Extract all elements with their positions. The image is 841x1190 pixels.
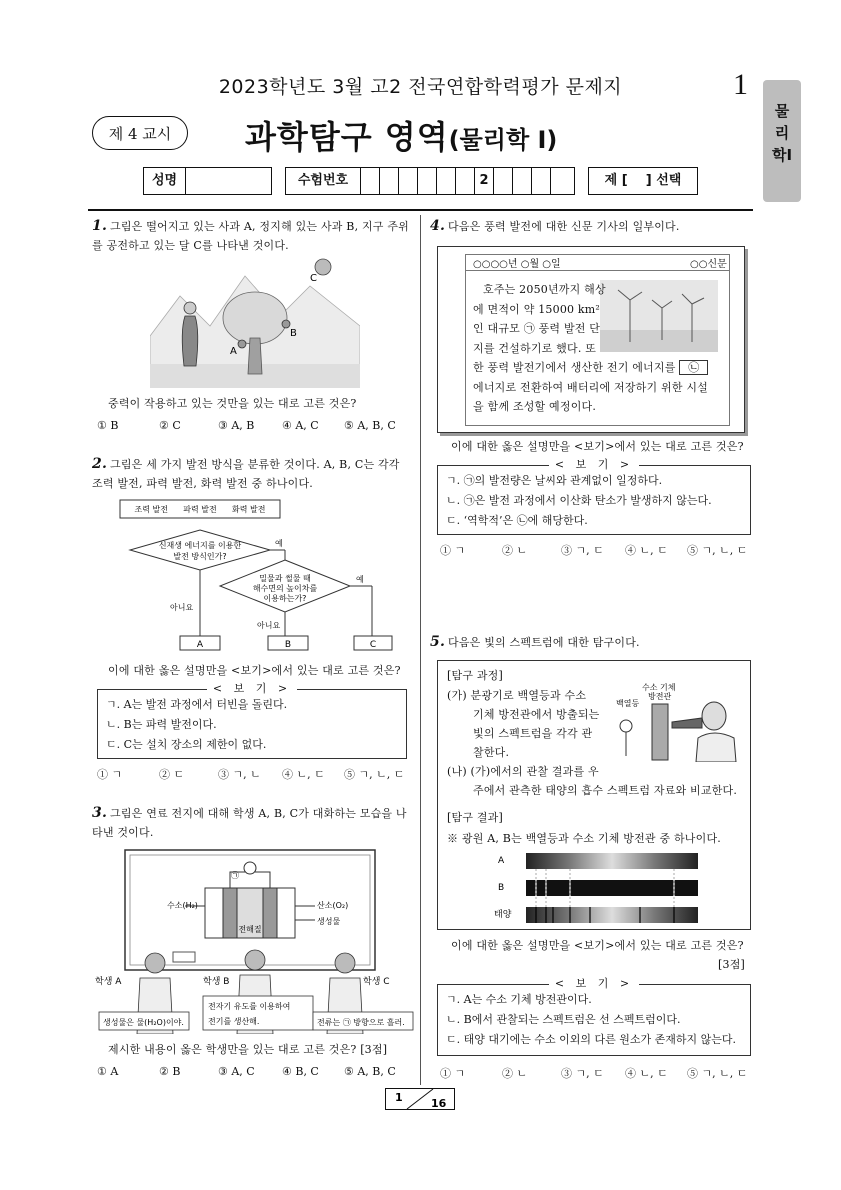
q3-choice-3[interactable]: ③ A, C xyxy=(218,1065,255,1078)
q2-bogi xyxy=(97,682,407,759)
q3-text: 그림은 연료 전지에 대해 학생 A, B, C가 대화하는 모습을 나타낸 것이다. xyxy=(92,807,407,839)
q4-stem xyxy=(430,217,750,236)
q4-news-date: ○○○○년 ○월 ○일 xyxy=(473,259,561,270)
q5-choice-1[interactable]: ① ㄱ xyxy=(440,1067,466,1080)
q2-number: 2. xyxy=(92,456,108,472)
flow-top-box: 조력 발전 파력 발전 화력 발전 xyxy=(134,505,266,514)
spectrum-label-b: B xyxy=(498,883,505,893)
q4-news-line: 한 풍력 발전기에서 생산한 전기 에너지를 xyxy=(473,361,676,374)
name-field[interactable] xyxy=(186,168,271,194)
q5-stem xyxy=(430,633,750,652)
q5-bogi-title: < 보 기 > xyxy=(549,978,639,990)
q4-news-body xyxy=(473,280,723,417)
exam-number-cell[interactable] xyxy=(437,168,456,194)
flow-q2-line2: 해수면의 높이차를 xyxy=(252,584,318,593)
q5-choice-3[interactable]: ③ ㄱ, ㄷ xyxy=(561,1067,604,1080)
q3-choice-2[interactable]: ② B xyxy=(159,1065,181,1078)
exam-number-cell[interactable] xyxy=(418,168,437,194)
q2-choices xyxy=(97,766,417,782)
q4-news-rule xyxy=(465,270,730,271)
flow-q2-line1: 밀물과 썰물 때 xyxy=(259,574,311,583)
q4-bogi-title: < 보 기 > xyxy=(549,459,639,471)
exam-number-cell[interactable] xyxy=(551,168,574,194)
subject-main: 과학탐구 영역 xyxy=(245,118,449,156)
flow-yes2: 예 xyxy=(356,575,364,584)
q1-choice-1[interactable]: ① B xyxy=(97,419,119,432)
q3-student-a: 학생 A xyxy=(95,977,122,987)
q5-ga-line: 찰한다. xyxy=(473,746,510,759)
q2-choice-5[interactable]: ⑤ ㄱ, ㄴ, ㄷ xyxy=(344,768,405,781)
q5-ga xyxy=(447,686,607,762)
q2-bogi-item: ㄱ. A는 발전 과정에서 터빈을 돌린다. xyxy=(106,698,288,711)
exam-number-cell[interactable] xyxy=(361,168,380,194)
flow-out-b: B xyxy=(284,640,292,650)
q5-ga-line: (가) 분광기로 백열등과 수소 xyxy=(447,689,587,702)
exam-number-cell[interactable] xyxy=(456,168,475,194)
q1-choices xyxy=(97,419,417,432)
q1-figure xyxy=(150,256,360,388)
flow-out-c: C xyxy=(369,640,377,650)
q1-label-c: C xyxy=(310,273,317,284)
exam-number-label: 수험번호 xyxy=(286,168,361,194)
q5-bogi-item: ㄴ. B에서 관찰되는 스펙트럼은 선 스펙트럼이다. xyxy=(446,1013,681,1026)
flow-q1-line2: 발전 방식인가? xyxy=(173,552,227,561)
q4-bogi-item: ㄱ. ㉠의 발전량은 날씨와 관계없이 일정하다. xyxy=(446,474,663,487)
flow-out-a: A xyxy=(196,640,204,650)
q3-speech-b-1: 전자기 유도를 이용하여 xyxy=(208,1002,291,1011)
exam-number-cell[interactable] xyxy=(532,168,551,194)
q5-bogi xyxy=(437,977,751,1056)
flow-q2-line3: 이용하는가? xyxy=(263,594,307,603)
exam-number-cell[interactable] xyxy=(399,168,418,194)
q5-ga-line: 기체 방전관에서 방출되는 xyxy=(473,708,600,721)
q4-blank-b: ㉡ xyxy=(679,360,708,375)
q5-tube-label-2: 방전관 xyxy=(648,692,672,701)
q4-choice-1[interactable]: ① ㄱ xyxy=(440,544,466,557)
exam-number-cell[interactable] xyxy=(513,168,532,194)
board-oxygen: 산소(O₂) xyxy=(317,901,349,910)
q3-speech-a: 생성물은 물(H₂O)이야. xyxy=(103,1018,184,1027)
q4-number: 4. xyxy=(430,218,446,234)
q4-prompt: 이에 대한 옳은 설명만을 <보기>에서 있는 대로 고른 것은? xyxy=(451,440,744,453)
selection-box[interactable]: 제 [ ] 선택 xyxy=(588,167,698,195)
page-footer xyxy=(385,1088,455,1110)
q5-bogi-item: ㄷ. 태양 대기에는 수소 이외의 다른 원소가 존재하지 않는다. xyxy=(446,1033,736,1046)
q4-choice-3[interactable]: ③ ㄱ, ㄷ xyxy=(561,544,604,557)
q4-choice-2[interactable]: ② ㄴ xyxy=(502,544,528,557)
q3-speech-c: 전류는 ㉠ 방향으로 흘러. xyxy=(317,1018,405,1027)
page-number: 1 xyxy=(733,68,748,101)
subject-sub: (물리학 Ⅰ) xyxy=(448,126,558,154)
q4-news-line: 에너지로 전환하여 배터리에 저장하기 위한 시설 xyxy=(473,380,709,394)
q5-note: ※ 광원 A, B는 백열등과 수소 기체 방전관 중 하나이다. xyxy=(447,832,721,845)
q5-spectra xyxy=(490,850,700,926)
q5-choice-4[interactable]: ④ ㄴ, ㄷ xyxy=(625,1067,668,1080)
q4-news-line: 인 대규모 ㉠ 풍력 발전 단 xyxy=(473,322,601,335)
q1-choice-3[interactable]: ③ A, B xyxy=(218,419,255,432)
q5-ga-line: 빛의 스펙트럼을 각각 관 xyxy=(473,727,593,740)
q5-prompt: 이에 대한 옳은 설명만을 <보기>에서 있는 대로 고른 것은? xyxy=(451,939,744,952)
q4-news-line: 에 면적이 약 15000 km² xyxy=(473,302,601,316)
q4-choice-5[interactable]: ⑤ ㄱ, ㄴ, ㄷ xyxy=(687,544,748,557)
q1-prompt: 중력이 작용하고 있는 것만을 있는 대로 고른 것은? xyxy=(108,397,357,410)
q3-choices xyxy=(97,1065,417,1078)
side-tab-label: 물리학Ⅰ xyxy=(771,102,793,164)
q4-choice-4[interactable]: ④ ㄴ, ㄷ xyxy=(625,544,668,557)
name-label: 성명 xyxy=(144,168,186,194)
q1-choice-5[interactable]: ⑤ A, B, C xyxy=(344,419,396,432)
q2-text: 그림은 세 가지 발전 방식을 분류한 것이다. A, B, C는 각각 조력 발전, 파력 발전, 화력 발전 중 하나이다. xyxy=(92,458,400,490)
q4-bogi xyxy=(437,458,751,535)
q5-choice-2[interactable]: ② ㄴ xyxy=(502,1067,528,1080)
board-electrolyte: 전해질 xyxy=(238,925,262,934)
flow-yes1: 예 xyxy=(275,539,283,548)
q4-news-line: 지를 건설하기로 했다. 또 xyxy=(473,341,597,355)
q5-result-title: [탐구 결과] xyxy=(447,811,503,824)
q5-na xyxy=(447,762,747,800)
q3-student-c: 학생 C xyxy=(363,977,390,987)
q1-choice-2[interactable]: ② C xyxy=(159,419,181,432)
footer-page: 1 xyxy=(395,1091,403,1104)
q3-choice-5[interactable]: ⑤ A, B, C xyxy=(344,1065,396,1078)
q5-lamp-label: 백열등 xyxy=(616,699,640,708)
q1-stem xyxy=(92,217,410,255)
q5-na-line: 주에서 관측한 태양의 흡수 스펙트럼 자료와 비교한다. xyxy=(473,784,738,797)
q5-number: 5. xyxy=(430,634,446,650)
q5-figure xyxy=(612,682,742,762)
q1-number: 1. xyxy=(92,218,108,234)
q1-label-a: A xyxy=(230,346,237,357)
q2-flowchart xyxy=(110,498,410,654)
q3-figure xyxy=(95,848,415,1034)
q4-news-line: 을 함께 조성할 예정이다. xyxy=(473,400,597,413)
exam-title: 2023학년도 3월 고2 전국연합학력평가 문제지 xyxy=(218,76,623,98)
exam-number-cell[interactable] xyxy=(494,168,513,194)
flow-no2: 아니요 xyxy=(257,621,281,630)
q5-tube-label-1: 수소 기체 xyxy=(642,683,676,692)
board-product: 생성물 xyxy=(317,917,341,926)
q2-bogi-item: ㄷ. C는 설치 장소의 제한이 없다. xyxy=(106,738,267,751)
q5-process-title: [탐구 과정] xyxy=(447,669,503,682)
q5-choices xyxy=(440,1065,750,1081)
exam-number-cell[interactable] xyxy=(380,168,399,194)
exam-number-box xyxy=(285,167,575,195)
spectrum-label-a: A xyxy=(498,856,505,866)
spectrum-label-sun: 태양 xyxy=(494,910,512,920)
q3-speech-b-2: 전기를 생산해. xyxy=(208,1017,260,1026)
q5-na-line: (나) (가)에서의 관찰 결과를 우 xyxy=(447,765,599,778)
header-rule xyxy=(88,209,753,211)
flow-no1: 아니요 xyxy=(170,603,194,612)
flow-q1-line1: 신재생 에너지를 이용한 xyxy=(158,541,242,550)
apple-a xyxy=(238,340,246,348)
q3-prompt: 제시한 내용이 옳은 학생만을 있는 대로 고른 것은? [3점] xyxy=(108,1043,388,1056)
q4-choices xyxy=(440,542,750,558)
q2-choice-3[interactable]: ③ ㄱ, ㄴ xyxy=(218,768,261,781)
q3-choice-1[interactable]: ① A xyxy=(97,1065,119,1078)
q5-points: [3점] xyxy=(718,958,746,971)
board-current-mark: ㉠ xyxy=(231,871,239,880)
q2-choice-4[interactable]: ④ ㄴ, ㄷ xyxy=(282,768,325,781)
q3-stem xyxy=(92,804,410,842)
q4-news-paper: ○○신문 xyxy=(690,259,727,270)
q4-news-line: 호주는 2050년까지 해상 xyxy=(483,283,606,296)
q5-text: 다음은 빛의 스펙트럼에 대한 탐구이다. xyxy=(448,636,640,649)
q5-bogi-item: ㄱ. A는 수소 기체 방전관이다. xyxy=(446,993,592,1006)
q4-bogi-item: ㄷ. ‘역학적’은 ㉡에 해당한다. xyxy=(446,514,588,527)
q2-choice-1[interactable]: ① ㄱ xyxy=(97,768,123,781)
apple-b xyxy=(282,320,290,328)
q4-bogi-item: ㄴ. ㉠은 발전 과정에서 이산화 탄소가 발생하지 않는다. xyxy=(446,494,712,507)
subject-title xyxy=(245,112,557,158)
exam-number-digit: 2 xyxy=(475,168,494,194)
q3-choice-4[interactable]: ④ B, C xyxy=(282,1065,319,1078)
q3-number: 3. xyxy=(92,805,108,821)
q5-choice-5[interactable]: ⑤ ㄱ, ㄴ, ㄷ xyxy=(687,1067,748,1080)
q2-bogi-title: < 보 기 > xyxy=(207,683,297,695)
q4-text: 다음은 풍력 발전에 대한 신문 기사의 일부이다. xyxy=(448,220,680,233)
q2-choice-2[interactable]: ② ㄷ xyxy=(159,768,185,781)
q1-text: 그림은 떨어지고 있는 사과 A, 정지해 있는 사과 B, 지구 주위를 공전하고 있는 달 C를 나타낸 것이다. xyxy=(92,220,409,252)
board-hydrogen: 수소(H₂) xyxy=(167,901,198,910)
q2-bogi-item: ㄴ. B는 파력 발전이다. xyxy=(106,718,217,731)
name-box xyxy=(143,167,272,195)
period-label: 제 4 교시 xyxy=(108,125,172,143)
q3-student-b: 학생 B xyxy=(203,977,230,987)
moon-c xyxy=(315,259,331,275)
q2-prompt: 이에 대한 옳은 설명만을 <보기>에서 있는 대로 고른 것은? xyxy=(108,664,401,677)
q1-choice-4[interactable]: ④ A, C xyxy=(282,419,319,432)
q2-stem xyxy=(92,455,410,493)
column-divider xyxy=(420,215,421,1085)
footer-total: 16 xyxy=(431,1097,447,1110)
q1-label-b: B xyxy=(290,328,297,339)
